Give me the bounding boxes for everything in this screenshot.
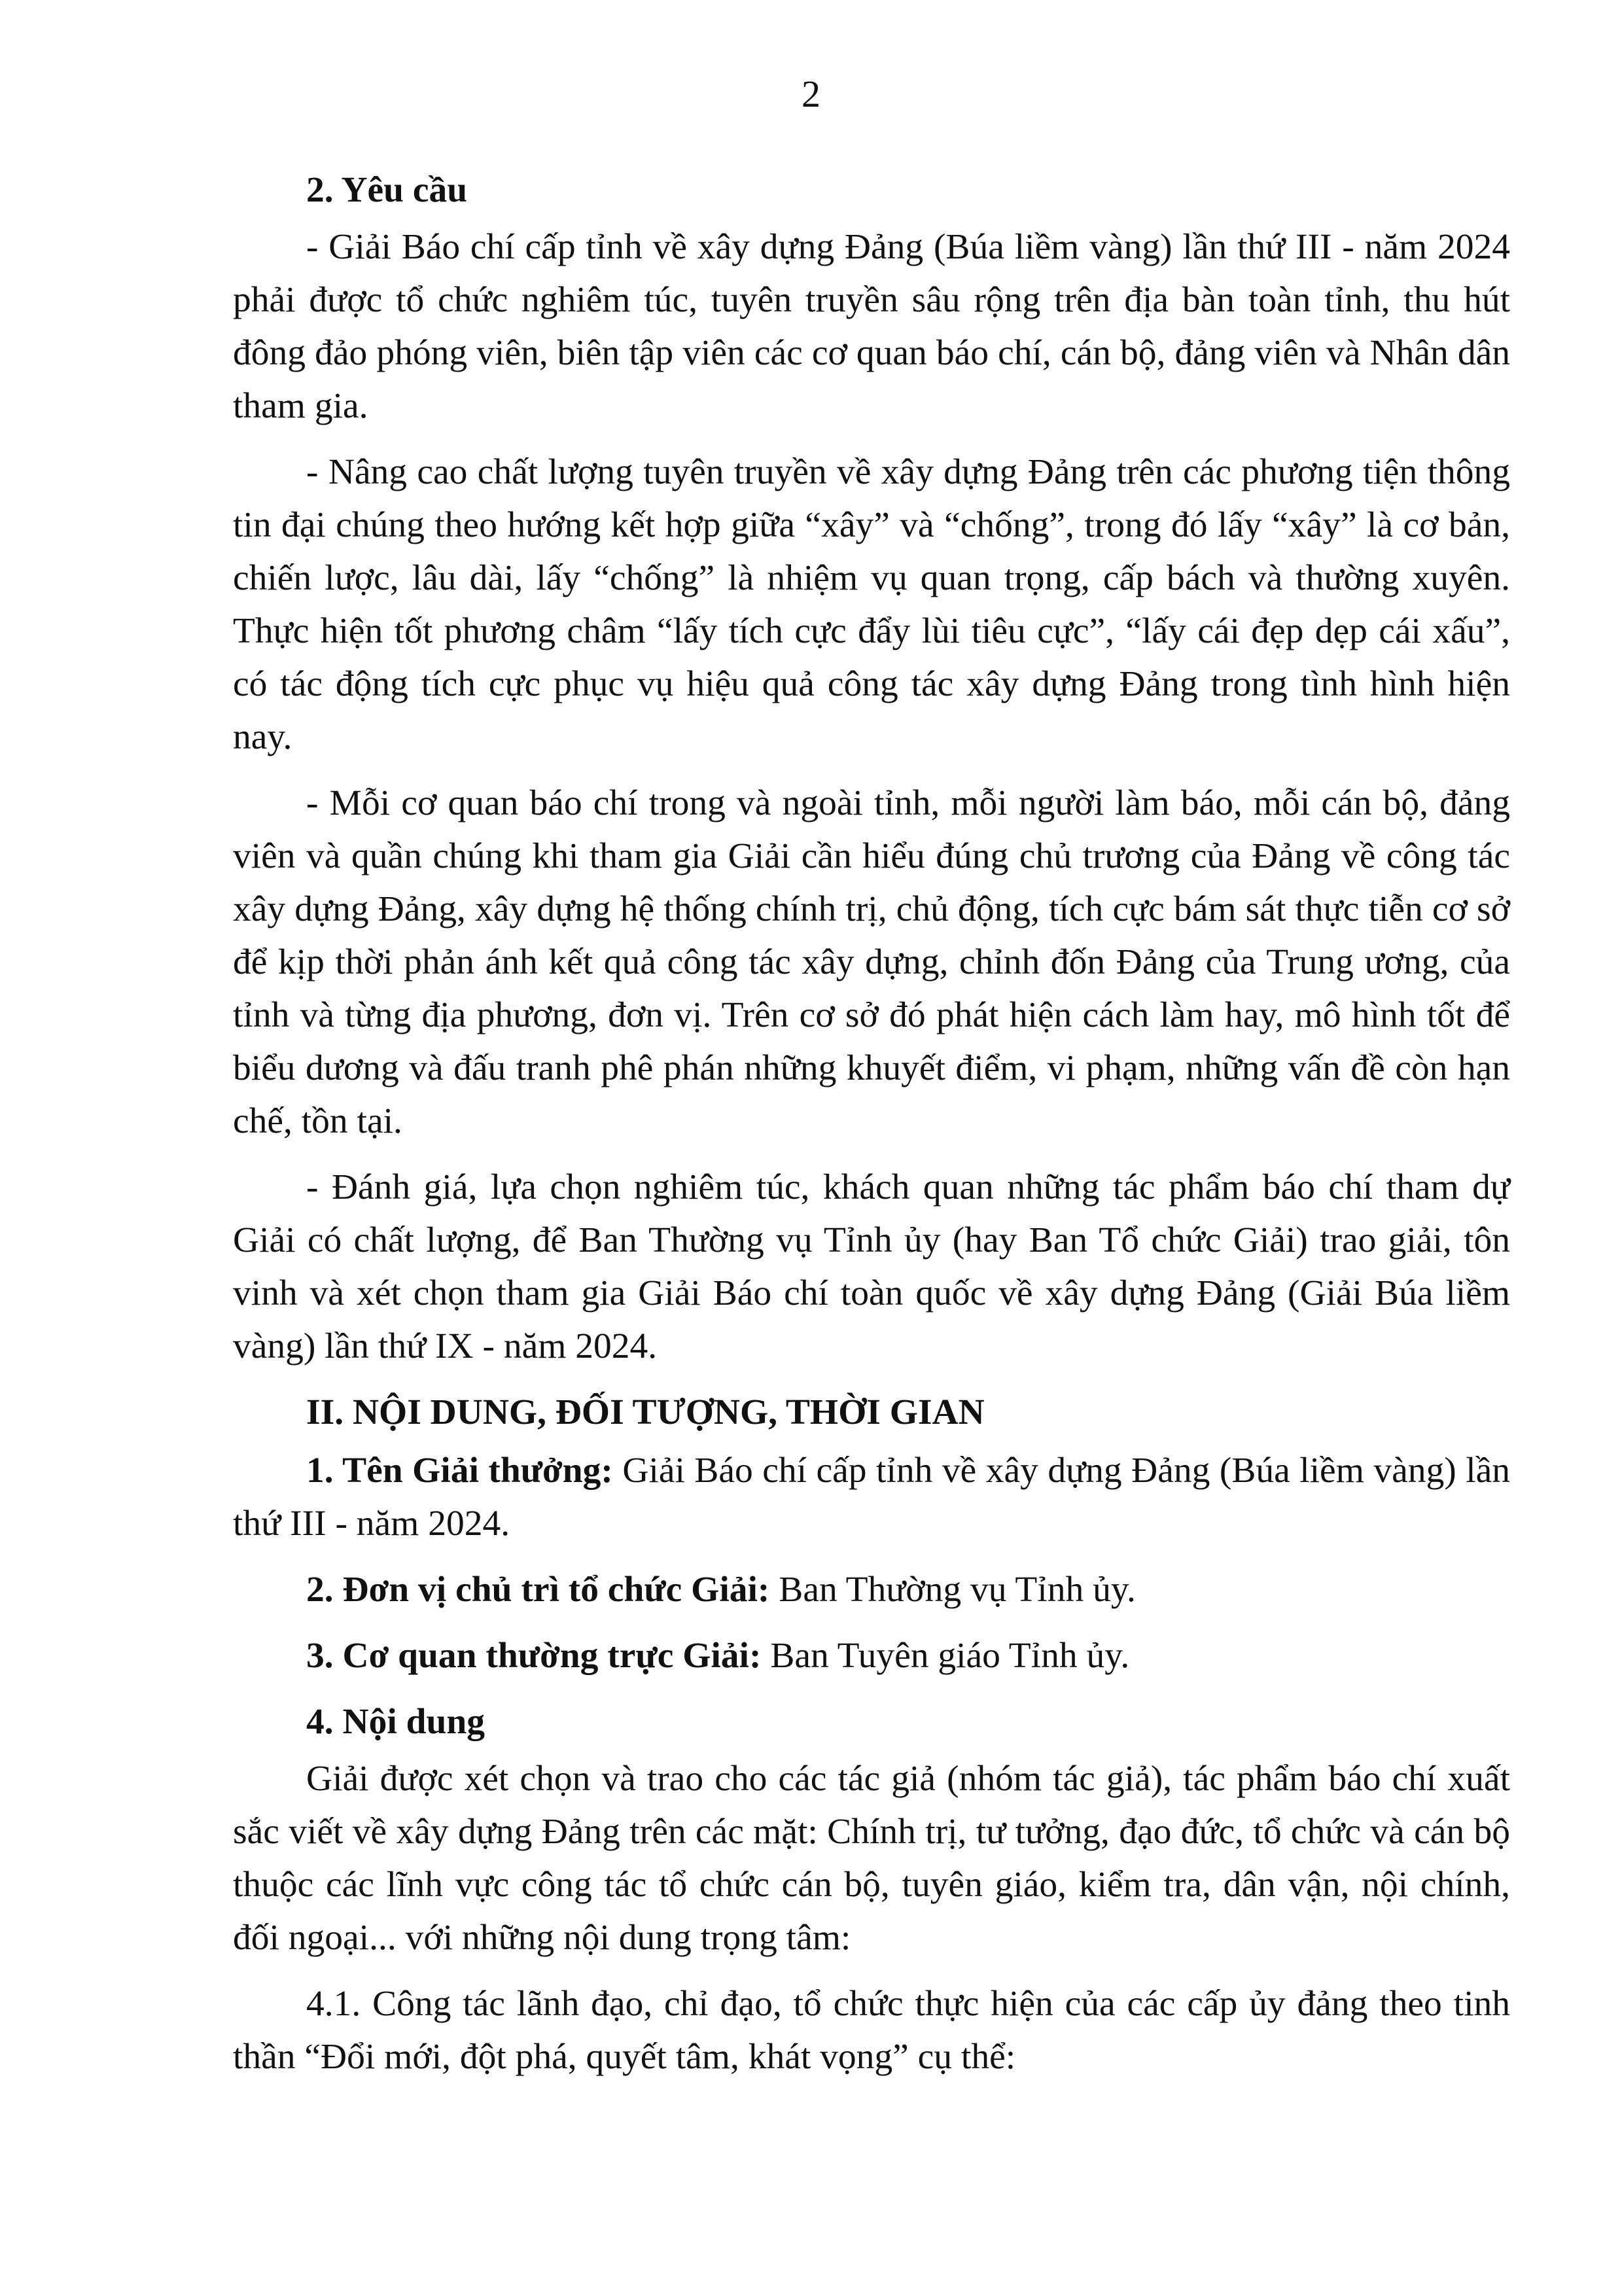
section-heading-content-subject-time: II. NỘI DUNG, ĐỐI TƯỢNG, THỜI GIAN bbox=[306, 1392, 985, 1432]
item-organizer-text: Ban Thường vụ Tỉnh ủy. bbox=[769, 1570, 1136, 1610]
page-number: 2 bbox=[802, 73, 820, 115]
paragraph-requirement-2: - Nâng cao chất lượng tuyên truyền về xây dựng Đảng trên các phương tiện thông tin đại chúng theo hướng kết hợp giữa “xây” và “chống”, trong đó lấy “xây” là cơ bản, chiến lược, lâu dài, lấy “chống” là nhiệm vụ quan trọng, cấp bách và thường xuyên. Thực hiện tốt phương châm “lấy tích cực đẩy lùi tiêu cực”, “lấy cái đẹp dẹp cái xấu”, có tác động tích cực phục vụ hiệu quả công tác xây dựng Đảng trong tình hình hiện nay. bbox=[233, 452, 1510, 757]
paragraph-content-intro: Giải được xét chọn và trao cho các tác giả (nhóm tác giả), tác phẩm báo chí xuất sắc viết về xây dựng Đảng trên các mặt: Chính trị, tư tưởng, đạo đức, tổ chức và cán bộ thuộc các lĩnh vực công tác tổ chức cán bộ, tuyên giáo, kiểm tra, dân vận, nội chính, đối ngoại... với những nội dung trọng tâm: bbox=[233, 1759, 1510, 1958]
paragraph-requirement-4: - Đánh giá, lựa chọn nghiêm túc, khách quan những tác phẩm báo chí tham dự Giải có chất lượng, để Ban Thường vụ Tỉnh ủy (hay Ban Tổ chức Giải) trao giải, tôn vinh và xét chọn tham gia Giải Báo chí toàn quốc về xây dựng Đảng (Giải Búa liềm vàng) lần thứ IX - năm 2024. bbox=[233, 1167, 1510, 1366]
item-standing-agency bbox=[233, 1629, 1510, 1682]
paragraph-requirement-1: - Giải Báo chí cấp tỉnh về xây dựng Đảng (Búa liềm vàng) lần thứ III - năm 2024 phải được tổ chức nghiêm túc, tuyên truyền sâu rộng trên địa bàn toàn tỉnh, thu hút đông đảo phóng viên, biên tập viên các cơ quan báo chí, cán bộ, đảng viên và Nhân dân tham gia. bbox=[233, 227, 1510, 426]
section-heading-requirements: 2. Yêu cầu bbox=[306, 170, 468, 210]
item-award-name-text: Giải Báo chí cấp tỉnh về xây dựng Đảng (Búa liềm vàng) lần thứ III - năm 2024. bbox=[233, 1451, 1510, 1544]
paragraph-content-4-1: 4.1. Công tác lãnh đạo, chỉ đạo, tổ chức thực hiện của các cấp ủy đảng theo tinh thần “Đổi mới, đột phá, quyết tâm, khát vọng” cụ thể: bbox=[233, 1984, 1510, 2077]
item-organizer bbox=[233, 1563, 1510, 1616]
item-standing-agency-label: 3. Cơ quan thường trực Giải: bbox=[306, 1636, 762, 1676]
document-body bbox=[233, 164, 1510, 2096]
section-heading-content: 4. Nội dung bbox=[306, 1702, 485, 1742]
item-organizer-label: 2. Đơn vị chủ trì tổ chức Giải: bbox=[306, 1570, 770, 1610]
item-standing-agency-text: Ban Tuyên giáo Tỉnh ủy. bbox=[761, 1636, 1130, 1676]
paragraph-requirement-3: - Mỗi cơ quan báo chí trong và ngoài tỉnh, mỗi người làm báo, mỗi cán bộ, đảng viên và quần chúng khi tham gia Giải cần hiểu đúng chủ trương của Đảng về công tác xây dựng Đảng, xây dựng hệ thống chính trị, chủ động, tích cực bám sát thực tiễn cơ sở để kịp thời phản ánh kết quả công tác xây dựng, chỉnh đốn Đảng của Trung ương, của tỉnh và từng địa phương, đơn vị. Trên cơ sở đó phát hiện cách làm hay, mô hình tốt để biểu dương và đấu tranh phê phán những khuyết điểm, vi phạm, những vấn đề còn hạn chế, tồn tại. bbox=[233, 783, 1510, 1141]
item-award-name-label: 1. Tên Giải thưởng: bbox=[306, 1451, 613, 1491]
item-award-name bbox=[233, 1444, 1510, 1550]
